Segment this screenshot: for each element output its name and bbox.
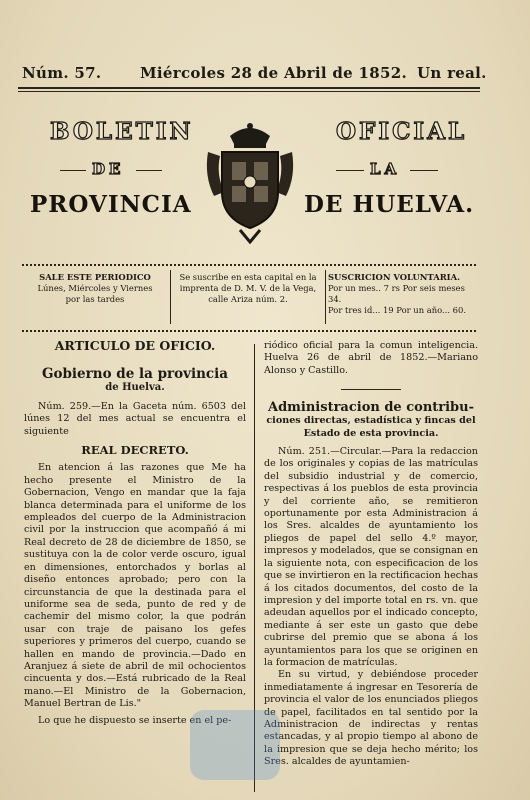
gov-title: Gobierno de la provincia	[41, 366, 229, 383]
subscription-bottom-rule	[22, 330, 476, 332]
issue-price: Un real.	[417, 64, 487, 82]
prices-title: SUSCRICION VOLUNTARIA.	[328, 272, 460, 282]
admin-subtitle: ciones directas, estadística y fincas del Estado de esta provincia.	[266, 415, 476, 439]
admin-title: Administracion de contribu-	[267, 400, 474, 416]
prices-line: Por tres id... 19 Por un año... 60.	[328, 305, 466, 315]
subscription-prices	[328, 272, 476, 324]
issue-number: Núm. 57.	[22, 64, 102, 82]
publication-schedule	[24, 272, 166, 324]
location-line: Se suscribe en esta capital en la	[179, 272, 317, 282]
subscription-divider	[170, 270, 171, 324]
masthead-boletin: BOLETIN	[50, 118, 194, 145]
decree-body: En atencion á las razones que Me ha hecho presente el Ministro de la Gobernacion, Vengo en mandar que la faja blanca determinada para el uniforme de los empleados del cuerpo de la Administracion civil por la instruccion que acompañó á mi Real decreto de 28 de diciembre de 1850, se sustituya con la de color verde oscuro, igual en dimensiones, entorchados y borlas al diseño entonces aprobado; pero con la circunstancia de que la destinada para el uniforme sea de seda, punto de red y de cachemir del mismo color, la que podrán usar con traje de paisano los gefes superiores y primeros del cuerpo, cuando se hallen en mando de provincia.—Dado en Aranjuez á siete de abril de mil ochocientos cincuenta y dos.—Está rubricado de la Real mano.—El Ministro de la Gobernacion, Manuel Bertran de Lis."	[24, 462, 246, 710]
continuation-paragraph: riódico oficial para la comun inteligencia. Huelva 26 de abril de 1852.—Mariano Alonso y Castillo.	[264, 340, 478, 376]
masthead-la: LA	[370, 160, 401, 178]
schedule-days: Lúnes, Miércoles y Viernes	[37, 283, 153, 293]
closing-line: Lo que he dispuesto se inserte en el pe-	[38, 714, 232, 726]
masthead-de: DE	[92, 160, 125, 178]
location-line: calle Ariza núm. 2.	[208, 294, 288, 304]
section-title: ARTICULO DE OFICIO.	[54, 338, 216, 353]
royal-crest-icon	[200, 118, 300, 244]
masthead-de-huelva: DE HUELVA.	[304, 191, 475, 218]
masthead-ornament	[60, 170, 86, 171]
gov-subtitle: de Huelva.	[105, 382, 165, 394]
subscription-divider	[325, 270, 326, 324]
section-rule	[341, 389, 401, 390]
decree-title: REAL DECRETO.	[81, 443, 189, 458]
masthead-ornament	[136, 170, 162, 171]
circular-paragraph: Núm. 251.—Circular.—Para la redaccion de los originales y copias de las matrículas del subsidio industrial y de comercio, respectivas á los pueblos de esta provincia y del corriente año, se remitieron oportunamente por esta Administracion á los Sres. alcaldes de ayuntamiento los pliegos de papel del sello 4.º mayor, impresos y modelados, que se consignan en la siguiente nota, con especificacion de los que se invirtieron en la rectificacion hechas á los citados documentos, del costo de la impresion y del importe total en rs. vn. que adeudan aquellos por el indicado concepto, mediante á ser este un gasto que debe cubrirse del premio que se abona á los ayuntamientos para los que se originen en la formacion de matrículas.	[264, 446, 478, 668]
masthead-ornament	[410, 170, 438, 171]
schedule-time: por las tardes	[65, 294, 125, 304]
library-stamp	[190, 710, 280, 780]
masthead-ornament	[336, 170, 364, 171]
subscription-top-rule	[22, 264, 476, 266]
location-line: imprenta de D. M. V. de la Vega,	[179, 283, 317, 293]
header-rule-thin	[18, 91, 480, 92]
header-rule	[18, 87, 480, 89]
virtue-paragraph: En su virtud, y debiéndose proceder inmediatamente á ingresar en Tesorería de provincia el valor de los enunciados pliegos de papel, facilitados en tal sentido por la Administracion de indirectas y rentas estancadas, y al propio tiempo al abono de la impresion que se deja hecho mérito; los Sres. alcaldes de ayuntamien-	[264, 669, 478, 768]
schedule-title: SALE ESTE PERIODICO	[39, 272, 151, 282]
intro-paragraph: Núm. 259.—En la Gaceta núm. 6503 del lúnes 12 del mes actual se encuentra el siguiente	[24, 400, 246, 437]
issue-date: Miércoles 28 de Abril de 1852.	[140, 64, 408, 82]
left-column	[24, 340, 246, 727]
subscription-location	[174, 272, 322, 324]
right-column	[264, 340, 478, 769]
masthead-provincia: PROVINCIA	[30, 191, 192, 218]
prices-line: Por un mes.. 7 rs Por seis meses 34.	[328, 283, 465, 304]
masthead-oficial: OFICIAL	[336, 118, 468, 145]
